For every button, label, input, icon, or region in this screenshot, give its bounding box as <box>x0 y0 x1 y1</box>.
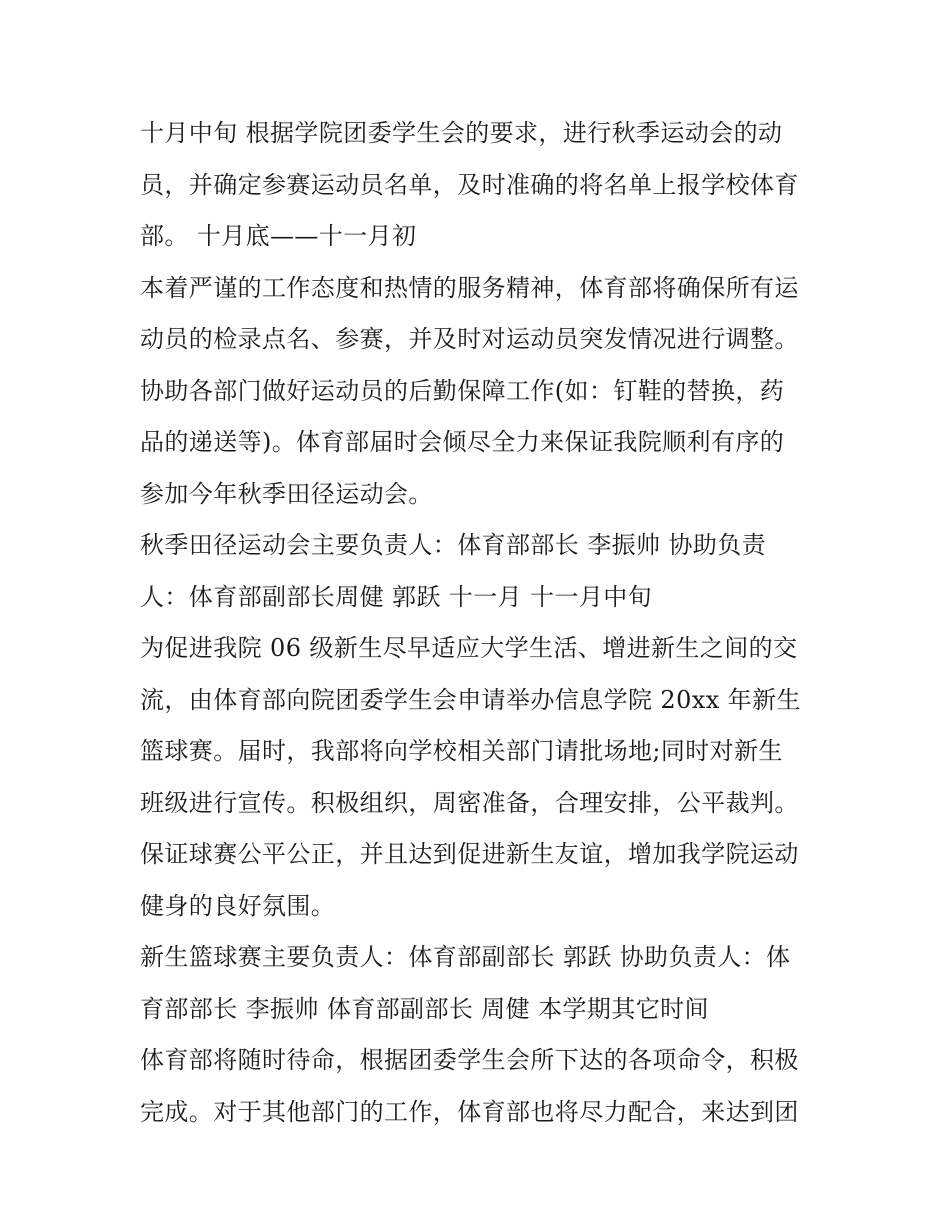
text-line: 健身的良好氛围。 <box>140 891 336 920</box>
text-line: 流，由体育部向院团委学生会申请举办信息学院 20xx 年新生 <box>140 685 801 714</box>
text-line: 十月中旬 根据学院团委学生会的要求，进行秋季运动会的动 <box>140 119 783 147</box>
text-line: 协助各部门做好运动员的后勤保障工作(如：钉鞋的替换，药 <box>140 376 785 405</box>
text-line: 班级进行宣传。积极组织，周密准备，合理安排，公平裁判。 <box>140 788 799 817</box>
text-line: 篮球赛。届时，我部将向学校相关部门请批场地;同时对新生 <box>140 737 783 765</box>
text-line: 育部部长 李振帅 体育部副部长 周健 本学期其它时间 <box>140 994 709 1023</box>
text-line: 本着严谨的工作态度和热情的服务精神，体育部将确保所有运 <box>140 273 799 302</box>
text-line: 秋季田径运动会主要负责人：体育部部长 李振帅 协助负责 <box>140 531 767 559</box>
text-line: 为促进我院 06 级新生尽早适应大学生活、增进新生之间的交 <box>140 634 798 662</box>
document-body <box>140 108 812 1138</box>
text-line: 保证球赛公平公正，并且达到促进新生友谊，增加我学院运动 <box>140 840 799 868</box>
text-line: 参加今年秋季田径运动会。 <box>140 479 433 508</box>
text-line: 品的递送等)。体育部届时会倾尽全力来保证我院顺利有序的 <box>140 428 785 456</box>
text-line: 员，并确定参赛运动员名单，及时准确的将名单上报学校体育 <box>140 170 799 199</box>
text-line: 动员的检录点名、参赛，并及时对运动员突发情况进行调整。 <box>140 325 799 353</box>
text-line: 完成。对于其他部门的工作，体育部也将尽力配合，来达到团 <box>140 1097 799 1126</box>
text-line: 新生篮球赛主要负责人：体育部副部长 郭跃 协助负责人：体 <box>140 943 791 971</box>
text-line: 体育部将随时待命，根据团委学生会所下达的各项命令，积极 <box>140 1046 799 1074</box>
text-line: 人：体育部副部长周健 郭跃 十一月 十一月中旬 <box>140 582 653 611</box>
text-line: 部。 十月底——十一月初 <box>140 222 417 250</box>
